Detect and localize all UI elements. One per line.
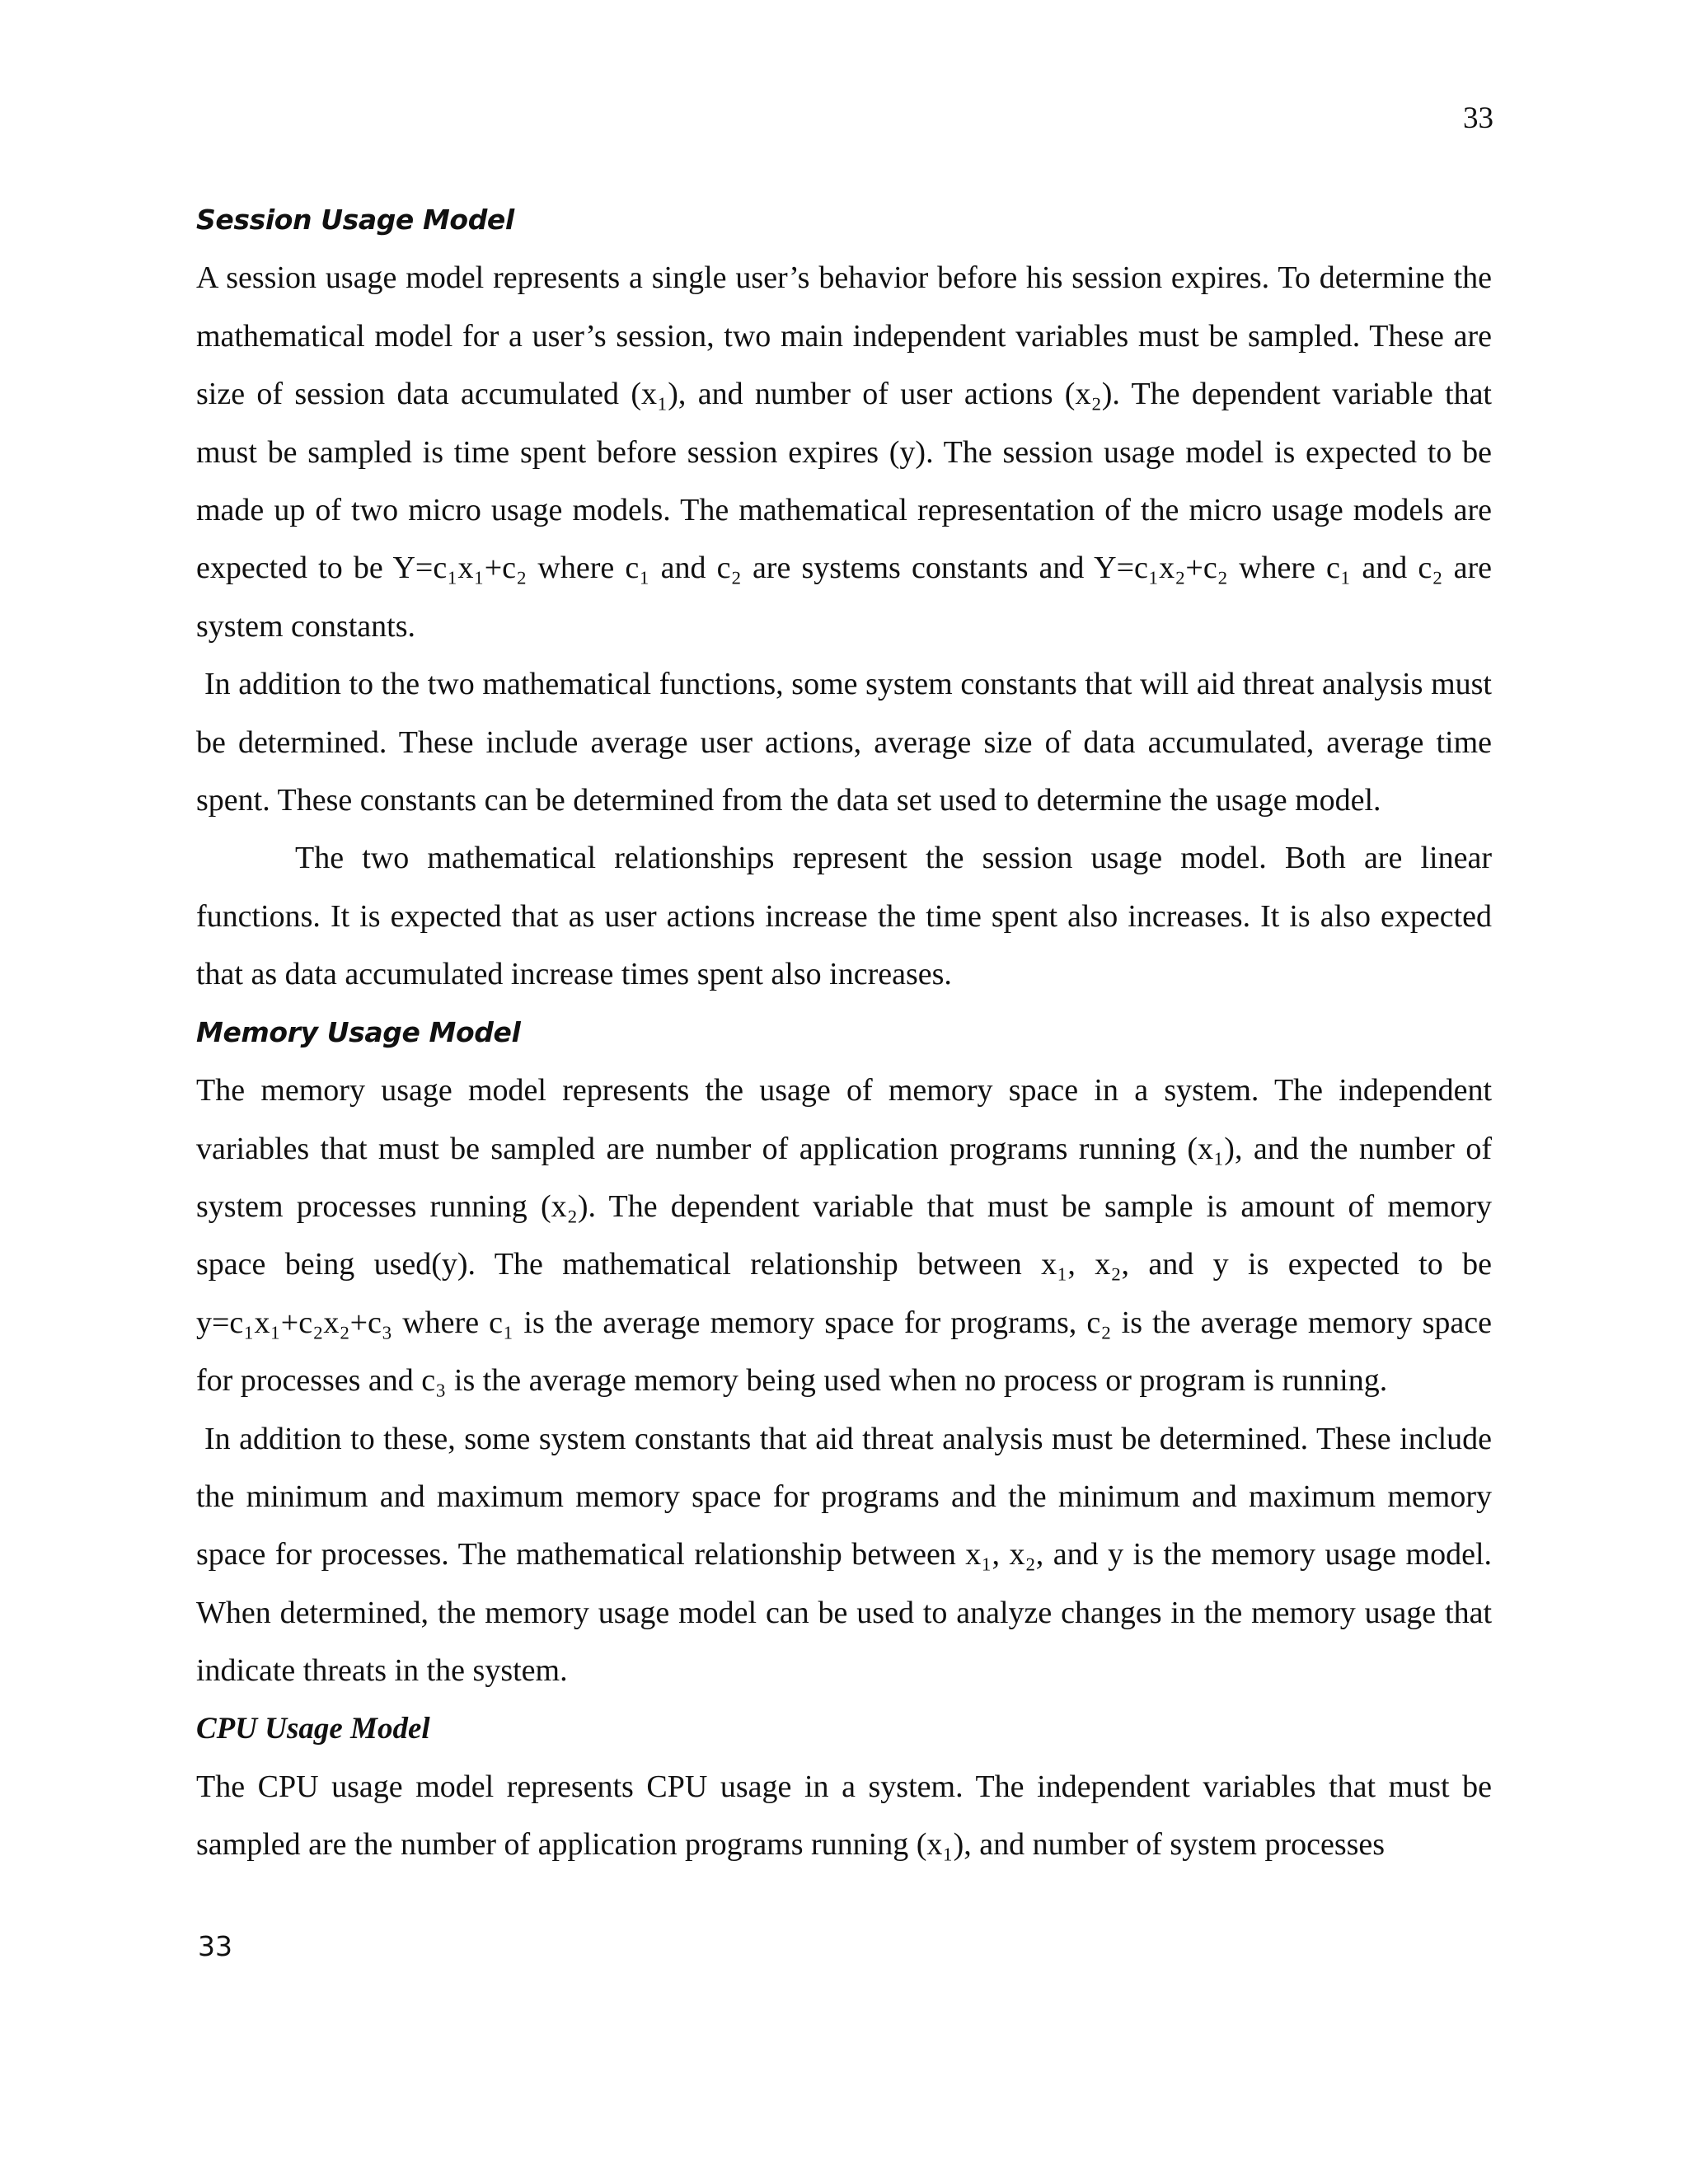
paragraph-memory-intro: The memory usage model represents the usage of memory space in a system. The independent variables that must be sampled are number of application programs running (x₁), and the number of system processes running (x₂). The dependent variable that must be sample is amount of memory space being used(y). The mathematical relationship between x₁, x₂, and y is expected to be y=c₁x₁+c₂x₂+c₃ where c₁ is the average memory space for programs, c₂ is the average memory space for processes and c₃ is the average memory being used when no process or program is running.	[196, 1073, 1492, 1399]
paragraph-session-relationships: The two mathematical relationships represent the session usage model. Both are linear functions. It is expected that as user actions increase the time spent also increases. It is also expected that as data accumulated increase times spent also increases.	[196, 841, 1492, 992]
section-heading-session-usage-model: Session Usage Model	[196, 204, 514, 236]
paragraph-session-intro: A session usage model represents a single user’s behavior before his session expires. To determine the mathematical model for a user’s session, two main independent variables must be sampled. These are size of session data accumulated (x₁), and number of user actions (x₂). The dependent variable that must be sampled is time spent before session expires (y). The session usage model is expected to be made up of two micro usage models. The mathematical representation of the micro usage models are expected to be Y=c₁x₁+c₂ where c₁ and c₂ are systems constants and Y=c₁x₂+c₂ where c₁ and c₂ are system constants.	[196, 260, 1492, 644]
page-number-bottom: 33	[198, 1930, 232, 1962]
body-text	[196, 191, 1492, 1874]
paragraph-memory-constants: In addition to these, some system constants that aid threat analysis must be determined. These include the minimum and maximum memory space for programs and the minimum and maximum memory space for processes. The mathematical relationship between x₁, x₂, and y is the memory usage model. When determined, the memory usage model can be used to analyze changes in the memory usage that indicate threats in the system.	[196, 1421, 1492, 1689]
paragraph-cpu-intro: The CPU usage model represents CPU usage in a system. The independent variables that must be sampled are the number of application programs running (x₁), and number of system processes	[196, 1769, 1492, 1863]
page-number-top: 33	[1463, 101, 1493, 135]
paragraph-session-constants: In addition to the two mathematical functions, some system constants that will aid threat analysis must be determined. These include average user actions, average size of data accumulated, average time spent. These constants can be determined from the data set used to determine the usage model.	[196, 667, 1492, 818]
section-heading-cpu-usage-model: CPU Usage Model	[196, 1711, 430, 1746]
section-heading-memory-usage-model: Memory Usage Model	[196, 1015, 521, 1048]
